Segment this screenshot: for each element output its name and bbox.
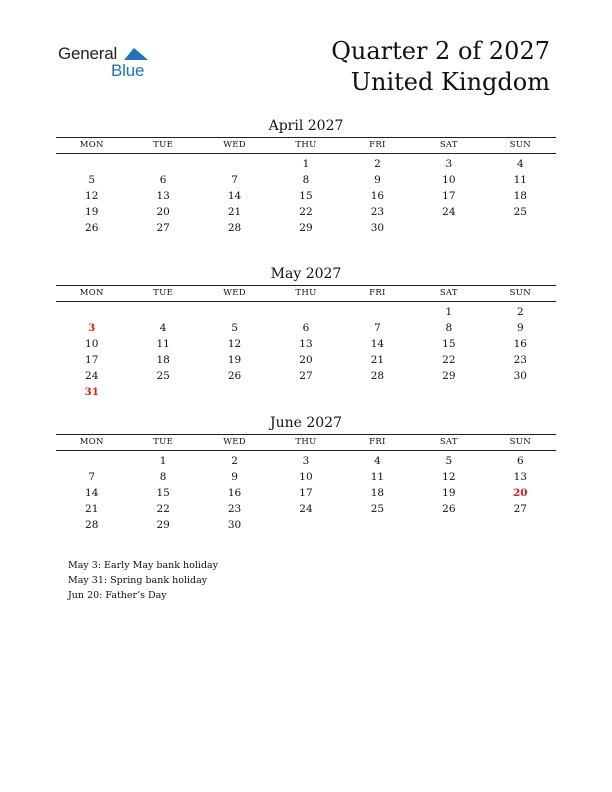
day-cell: 17 [299,487,313,499]
month-title: May 2027 [270,266,342,282]
day-cell: 1 [159,455,167,467]
holiday-day-cell: 20 [512,487,528,499]
day-cell: 11 [370,471,385,483]
day-cell: 27 [513,503,527,515]
empty-cell [127,156,198,172]
day-cell: 4 [374,455,381,467]
day-cell: 26 [227,370,242,382]
day-cell: 10 [299,471,313,483]
day-cell: 6 [302,322,310,334]
day-cell: 5 [88,174,96,186]
day-cell: 14 [85,487,99,499]
day-cell: 16 [370,190,385,202]
weekday-label-mon: MON [79,437,104,447]
day-cell: 29 [299,222,313,234]
weekday-label-mon: MON [79,140,104,150]
empty-cell [270,304,341,320]
holiday-note: May 3: Early May bank holiday [68,560,219,571]
weekday-header [56,137,556,154]
day-cell: 3 [302,455,310,467]
day-cell: 23 [227,503,242,515]
month-title: June 2027 [269,415,342,431]
day-cell: 5 [231,322,238,334]
day-cell: 18 [156,354,170,366]
weekday-label-sun: SUN [509,288,531,298]
day-cell: 21 [85,503,99,515]
holiday-note: Jun 20: Father’s Day [68,590,167,601]
day-cell: 22 [156,503,170,515]
day-cell: 25 [370,503,385,515]
day-cell: 17 [442,190,456,202]
logo-triangle-icon [124,46,148,60]
day-cell: 15 [299,190,313,202]
day-cell: 14 [227,190,242,202]
weekday-label-sat: SAT [439,288,458,298]
days-grid [56,304,556,400]
holiday-day-cell: 31 [84,386,100,398]
day-cell: 12 [442,471,456,483]
empty-cell [56,304,127,320]
day-cell: 20 [299,354,313,366]
weekday-label-fri: FRI [369,288,386,298]
weekday-label-thu: THU [295,140,317,150]
day-cell: 7 [374,322,381,334]
day-cell: 7 [231,174,238,186]
day-cell: 23 [370,206,385,218]
weekday-header [56,434,556,451]
day-cell: 26 [442,503,456,515]
day-cell: 27 [156,222,170,234]
day-cell: 19 [227,354,242,366]
day-cell: 1 [302,158,310,170]
day-cell: 4 [159,322,167,334]
generalblue-logo [58,42,178,82]
day-cell: 8 [302,174,310,186]
weekday-label-sat: SAT [439,140,458,150]
day-cell: 18 [370,487,385,499]
holiday-day-cell: 3 [88,322,96,334]
weekday-label-wed: WED [223,437,246,447]
weekday-label-thu: THU [295,437,317,447]
month-block-may [56,265,556,400]
day-cell: 29 [156,519,170,531]
day-cell: 22 [442,354,456,366]
day-cell: 18 [513,190,527,202]
day-cell: 14 [370,338,385,350]
empty-cell [56,156,127,172]
empty-cell [342,304,413,320]
day-cell: 3 [445,158,453,170]
empty-cell [199,156,270,172]
day-cell: 7 [88,471,96,483]
day-cell: 8 [159,471,167,483]
day-cell: 25 [513,206,527,218]
day-cell: 17 [85,354,99,366]
day-cell: 24 [85,370,99,382]
holiday-note: May 31: Spring bank holiday [68,575,208,586]
day-cell: 16 [227,487,242,499]
day-cell: 28 [85,519,99,531]
weekday-label-wed: WED [223,288,246,298]
day-cell: 12 [85,190,99,202]
day-cell: 6 [159,174,167,186]
day-cell: 12 [227,338,242,350]
day-cell: 10 [442,174,456,186]
day-cell: 26 [85,222,99,234]
day-cell: 30 [513,370,527,382]
day-cell: 24 [299,503,313,515]
day-cell: 13 [299,338,313,350]
title-country: United Kingdom [350,68,550,96]
weekday-label-wed: WED [223,140,246,150]
day-cell: 24 [442,206,456,218]
day-cell: 13 [156,190,170,202]
day-cell: 23 [513,354,527,366]
weekday-label-mon: MON [79,288,104,298]
day-cell: 6 [516,455,524,467]
day-cell: 27 [299,370,313,382]
day-cell: 25 [156,370,170,382]
weekday-header [56,285,556,302]
weekday-label-fri: FRI [369,437,386,447]
day-cell: 22 [299,206,313,218]
holiday-notes [68,558,218,603]
day-cell: 16 [513,338,527,350]
day-cell: 28 [227,222,242,234]
month-block-april [56,117,556,236]
day-cell: 19 [85,206,99,218]
day-cell: 20 [156,206,170,218]
day-cell: 21 [227,206,242,218]
day-cell: 30 [227,519,242,531]
day-cell: 15 [442,338,456,350]
weekday-label-tue: TUE [153,140,174,150]
day-cell: 29 [442,370,456,382]
day-cell: 5 [445,455,453,467]
day-cell: 9 [374,174,381,186]
day-cell: 2 [374,158,381,170]
day-cell: 28 [370,370,385,382]
weekday-label-fri: FRI [369,140,386,150]
logo-text-blue: Blue [111,61,145,80]
days-grid [56,156,556,236]
day-cell: 2 [231,455,238,467]
day-cell: 10 [85,338,99,350]
day-cell: 30 [370,222,385,234]
day-cell: 9 [231,471,238,483]
weekday-label-tue: TUE [153,437,174,447]
weekday-label-sun: SUN [509,437,531,447]
page-title [331,36,550,98]
month-title: April 2027 [268,118,344,134]
day-cell: 4 [516,158,524,170]
day-cell: 8 [445,322,453,334]
day-cell: 15 [156,487,170,499]
day-cell: 21 [370,354,385,366]
day-cell: 19 [442,487,456,499]
weekday-label-sun: SUN [509,140,531,150]
logo-text-general: General [58,44,118,63]
weekday-label-sat: SAT [439,437,458,447]
day-cell: 1 [445,306,453,318]
empty-cell [199,304,270,320]
days-grid [56,453,556,533]
weekday-label-tue: TUE [153,288,174,298]
empty-cell [127,304,198,320]
day-cell: 11 [513,174,527,186]
day-cell: 2 [516,306,524,318]
day-cell: 9 [516,322,524,334]
empty-cell [56,453,127,469]
weekday-label-thu: THU [295,288,317,298]
day-cell: 13 [513,471,527,483]
title-quarter: Quarter 2 of 2027 [331,37,550,65]
month-block-june [56,414,556,533]
day-cell: 11 [156,338,170,350]
